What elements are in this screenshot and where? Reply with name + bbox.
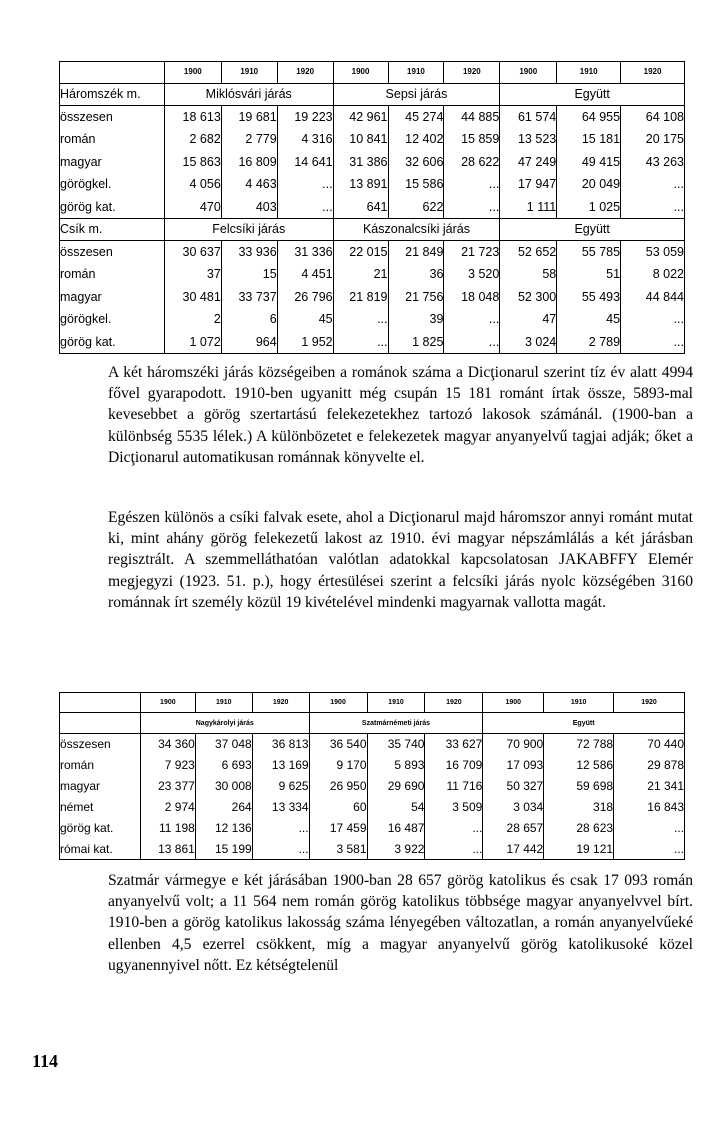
- district-label: Együtt: [500, 218, 685, 240]
- table-row: [60, 105, 685, 128]
- table-cell: 33 627: [425, 733, 483, 754]
- table-cell: 3 922: [367, 838, 425, 859]
- table-cell: 964: [221, 331, 277, 354]
- region-label: Háromszék m.: [60, 83, 165, 105]
- district-label: Sepsi járás: [333, 83, 500, 105]
- table-cell: ...: [614, 838, 685, 859]
- year-header: 1920: [621, 62, 685, 84]
- table-cell: 36 540: [309, 733, 367, 754]
- year-header-row: [60, 693, 685, 713]
- district-label: Együtt: [500, 83, 685, 105]
- table-cell: 30 008: [195, 775, 252, 796]
- table-cell: 53 059: [621, 240, 685, 263]
- body-paragraph: Szatmár vármegye e két járásában 1900-ban 28 657 görög katolikus és csak 17 093 román anyanyelvű volt; a 11 564 nem román görög katolikus többsége magyar anyanyelvvel bírt. 1910-ben a görög katolikus lakosság száma lényegében változatlan, a román anyanyelvűeké ellenben 4,5 ezerrel csökkent, míg a magyar anyanyelvű görög katolikusoké közel ugyanennyivel nőtt. Ez kétségtelenül: [108, 872, 693, 974]
- table-cell: 16 843: [614, 796, 685, 817]
- table-cell: 42 961: [333, 105, 388, 128]
- table-cell: 16 709: [425, 754, 483, 775]
- table-cell: ...: [425, 817, 483, 838]
- table-cell: 622: [388, 196, 444, 219]
- table-cell: 51: [557, 263, 621, 286]
- table-cell: 36: [388, 263, 444, 286]
- table-cell: ...: [444, 173, 500, 196]
- table-cell: ...: [333, 331, 388, 354]
- table-cell: 36 813: [252, 733, 309, 754]
- table-cell: 44 885: [444, 105, 500, 128]
- table-cell: 18 613: [164, 105, 221, 128]
- table-cell: 21: [333, 263, 388, 286]
- district-label: Szatmárnémeti járás: [309, 713, 483, 733]
- table-row: [60, 286, 685, 309]
- year-header-row: [60, 62, 685, 84]
- table-cell: 16 487: [367, 817, 425, 838]
- population-table-szatmar: [59, 692, 685, 860]
- table-cell: 37 048: [195, 733, 252, 754]
- table-cell: 21 756: [388, 286, 444, 309]
- table-cell: 31 386: [333, 151, 388, 174]
- table-row: [60, 308, 685, 331]
- table-cell: 3 520: [444, 263, 500, 286]
- table-row: [60, 838, 685, 859]
- year-header: 1910: [367, 693, 425, 713]
- row-label: román: [60, 263, 165, 286]
- table-cell: 30 637: [164, 240, 221, 263]
- table-cell: 61 574: [500, 105, 557, 128]
- table-cell: ...: [621, 196, 685, 219]
- table-cell: 4 056: [164, 173, 221, 196]
- table-cell: 17 093: [483, 754, 544, 775]
- row-label: görög kat.: [60, 817, 141, 838]
- table-cell: ...: [614, 817, 685, 838]
- population-table-haromszek-csik: [59, 61, 685, 354]
- row-label: görögkel.: [60, 308, 165, 331]
- table-cell: 318: [544, 796, 614, 817]
- table-cell: 47: [500, 308, 557, 331]
- table-cell: 19 121: [544, 838, 614, 859]
- table-cell: 13 891: [333, 173, 388, 196]
- table-cell: 54: [367, 796, 425, 817]
- table-cell: 9 170: [309, 754, 367, 775]
- row-label: görög kat.: [60, 196, 165, 219]
- year-header: 1920: [614, 693, 685, 713]
- row-label: román: [60, 128, 165, 151]
- year-header: 1900: [140, 693, 195, 713]
- table-cell: 12 586: [544, 754, 614, 775]
- district-label: Együtt: [483, 713, 685, 733]
- table-cell: 4 451: [277, 263, 333, 286]
- table-cell: 34 360: [140, 733, 195, 754]
- table-cell: 28 622: [444, 151, 500, 174]
- table-cell: 11 716: [425, 775, 483, 796]
- row-label: német: [60, 796, 141, 817]
- table-cell: 58: [500, 263, 557, 286]
- table-cell: 21 723: [444, 240, 500, 263]
- row-label: összesen: [60, 240, 165, 263]
- table-cell: 23 377: [140, 775, 195, 796]
- table-cell: 31 336: [277, 240, 333, 263]
- table-cell: 14 641: [277, 151, 333, 174]
- table-row: [60, 263, 685, 286]
- table-cell: 18 048: [444, 286, 500, 309]
- row-label: összesen: [60, 105, 165, 128]
- table-cell: 30 481: [164, 286, 221, 309]
- table-cell: 28 657: [483, 817, 544, 838]
- year-header: 1920: [425, 693, 483, 713]
- section-header-row: [60, 713, 685, 733]
- year-header: 1900: [164, 62, 221, 84]
- year-header: 1920: [252, 693, 309, 713]
- table-cell: 10 841: [333, 128, 388, 151]
- table-cell: 37: [164, 263, 221, 286]
- year-header: 1900: [333, 62, 388, 84]
- table-cell: 403: [221, 196, 277, 219]
- table-cell: 49 415: [557, 151, 621, 174]
- table-cell: 45: [277, 308, 333, 331]
- table-cell: 60: [309, 796, 367, 817]
- table-cell: ...: [444, 331, 500, 354]
- table-cell: 45: [557, 308, 621, 331]
- district-label: Nagykárolyi járás: [140, 713, 309, 733]
- table-cell: 33 936: [221, 240, 277, 263]
- year-header: 1910: [388, 62, 444, 84]
- table-cell: 29 878: [614, 754, 685, 775]
- table-cell: 70 440: [614, 733, 685, 754]
- table-cell: 39: [388, 308, 444, 331]
- table-cell: 1 025: [557, 196, 621, 219]
- table-cell: ...: [252, 817, 309, 838]
- section-header-row: [60, 218, 685, 240]
- table-cell: 264: [195, 796, 252, 817]
- table-cell: 70 900: [483, 733, 544, 754]
- table-cell: ...: [444, 308, 500, 331]
- table-cell: 1 952: [277, 331, 333, 354]
- table-row: [60, 754, 685, 775]
- table-cell: 19 681: [221, 105, 277, 128]
- table-cell: 28 623: [544, 817, 614, 838]
- table-cell: 2: [164, 308, 221, 331]
- table-cell: 64 108: [621, 105, 685, 128]
- district-label: Miklósvári járás: [164, 83, 333, 105]
- table-cell: 20 049: [557, 173, 621, 196]
- table-cell: 7 923: [140, 754, 195, 775]
- table-cell: 15 859: [444, 128, 500, 151]
- year-header: 1910: [221, 62, 277, 84]
- district-label: Felcsíki járás: [164, 218, 333, 240]
- table-cell: 3 581: [309, 838, 367, 859]
- year-header: 1910: [557, 62, 621, 84]
- table-cell: 4 463: [221, 173, 277, 196]
- table-cell: 12 402: [388, 128, 444, 151]
- table-cell: 8 022: [621, 263, 685, 286]
- table-cell: 13 523: [500, 128, 557, 151]
- table-cell: 12 136: [195, 817, 252, 838]
- table-cell: ...: [425, 838, 483, 859]
- table-cell: 33 737: [221, 286, 277, 309]
- table-cell: 3 024: [500, 331, 557, 354]
- row-label: magyar: [60, 151, 165, 174]
- table-cell: ...: [252, 838, 309, 859]
- table-cell: 59 698: [544, 775, 614, 796]
- table-cell: 55 493: [557, 286, 621, 309]
- row-label: görög kat.: [60, 331, 165, 354]
- row-label: római kat.: [60, 838, 141, 859]
- table-row: [60, 173, 685, 196]
- page-number: 114: [32, 1051, 59, 1071]
- district-label: Kászonalcsíki járás: [333, 218, 500, 240]
- table-cell: ...: [277, 173, 333, 196]
- table-cell: 20 175: [621, 128, 685, 151]
- table-cell: 13 334: [252, 796, 309, 817]
- table-cell: 17 947: [500, 173, 557, 196]
- table-cell: 15 586: [388, 173, 444, 196]
- table-cell: 13 169: [252, 754, 309, 775]
- table-row: [60, 128, 685, 151]
- table-cell: 64 955: [557, 105, 621, 128]
- table-cell: 50 327: [483, 775, 544, 796]
- table-row: [60, 817, 685, 838]
- table-cell: 3 034: [483, 796, 544, 817]
- table-cell: 15 181: [557, 128, 621, 151]
- table-cell: 19 223: [277, 105, 333, 128]
- table-cell: 2 779: [221, 128, 277, 151]
- table-cell: 35 740: [367, 733, 425, 754]
- table-cell: 3 509: [425, 796, 483, 817]
- table-cell: 5 893: [367, 754, 425, 775]
- table-cell: 13 861: [140, 838, 195, 859]
- section-header-row: [60, 83, 685, 105]
- table-row: [60, 775, 685, 796]
- table-cell: 22 015: [333, 240, 388, 263]
- table-cell: 6: [221, 308, 277, 331]
- table-cell: 55 785: [557, 240, 621, 263]
- table-cell: 32 606: [388, 151, 444, 174]
- row-label: görögkel.: [60, 173, 165, 196]
- table-row: [60, 240, 685, 263]
- table-cell: 21 849: [388, 240, 444, 263]
- body-paragraph: A két háromszéki járás községeiben a románok száma a Dicţionarul szerint tíz év alatt 4994 fővel gyarapodott. 1910-ben ugyanitt még csupán 15 181 románt írtak össze, 5893-mal kevesebbet a görög szertartású felekezetekhez tartozó lakosok számánál. (1900-ban a különbség 5535 lélek.) A különbözetet e felekezetek magyar anyanyelvű tagjai adják; őket a Dicţionarul automatikusan románnak könyvelte el.: [108, 364, 693, 466]
- table-cell: 15 199: [195, 838, 252, 859]
- year-header: 1900: [309, 693, 367, 713]
- table-cell: 17 442: [483, 838, 544, 859]
- year-header: 1900: [483, 693, 544, 713]
- year-header: 1910: [195, 693, 252, 713]
- table-cell: 16 809: [221, 151, 277, 174]
- table-cell: 6 693: [195, 754, 252, 775]
- table-cell: 2 789: [557, 331, 621, 354]
- table-row: [60, 196, 685, 219]
- table-cell: 641: [333, 196, 388, 219]
- body-paragraph: Egészen különös a csíki falvak esete, ahol a Dicţionarul majd háromszor annyi románt mutat ki, mint ahány görög felekezetű lakost az 1910. évi magyar népszámlálás a két járásban regisztrált. A szemmelláthatóan valótlan adatokkal kapcsolatosan JAKABFFY Elemér megjegyzi (1923. 51. p.), hogy értesülései szerint a felcsíki járás nyolc községében 3160 románnak írt személy közül 19 kivételével mindenki magyarnak vallotta magát.: [108, 509, 693, 611]
- table-cell: 11 198: [140, 817, 195, 838]
- row-label: magyar: [60, 286, 165, 309]
- table-cell: 470: [164, 196, 221, 219]
- table-cell: ...: [621, 308, 685, 331]
- table-cell: 52 652: [500, 240, 557, 263]
- table-cell: 72 788: [544, 733, 614, 754]
- year-header: 1920: [277, 62, 333, 84]
- table-cell: 2 682: [164, 128, 221, 151]
- table-cell: ...: [277, 196, 333, 219]
- table-cell: 15 863: [164, 151, 221, 174]
- table-row: [60, 796, 685, 817]
- table-cell: 26 950: [309, 775, 367, 796]
- table-cell: 4 316: [277, 128, 333, 151]
- region-label: Csík m.: [60, 218, 165, 240]
- table-row: [60, 151, 685, 174]
- table-cell: 2 974: [140, 796, 195, 817]
- row-label: összesen: [60, 733, 141, 754]
- table-row: [60, 733, 685, 754]
- table-cell: 1 111: [500, 196, 557, 219]
- table-row: [60, 331, 685, 354]
- year-header: 1920: [444, 62, 500, 84]
- table-cell: 43 263: [621, 151, 685, 174]
- year-header: 1910: [544, 693, 614, 713]
- table-cell: ...: [621, 331, 685, 354]
- table-cell: ...: [444, 196, 500, 219]
- year-header: 1900: [500, 62, 557, 84]
- table-cell: ...: [621, 173, 685, 196]
- table-cell: 1 072: [164, 331, 221, 354]
- table-cell: 29 690: [367, 775, 425, 796]
- table-cell: 9 625: [252, 775, 309, 796]
- table-cell: 17 459: [309, 817, 367, 838]
- table-cell: 44 844: [621, 286, 685, 309]
- row-label: román: [60, 754, 141, 775]
- table-cell: 21 341: [614, 775, 685, 796]
- row-label: magyar: [60, 775, 141, 796]
- table-cell: 47 249: [500, 151, 557, 174]
- table-cell: 45 274: [388, 105, 444, 128]
- table-cell: 52 300: [500, 286, 557, 309]
- table-cell: 15: [221, 263, 277, 286]
- table-cell: ...: [333, 308, 388, 331]
- table-cell: 26 796: [277, 286, 333, 309]
- table-cell: 1 825: [388, 331, 444, 354]
- table-cell: 21 819: [333, 286, 388, 309]
